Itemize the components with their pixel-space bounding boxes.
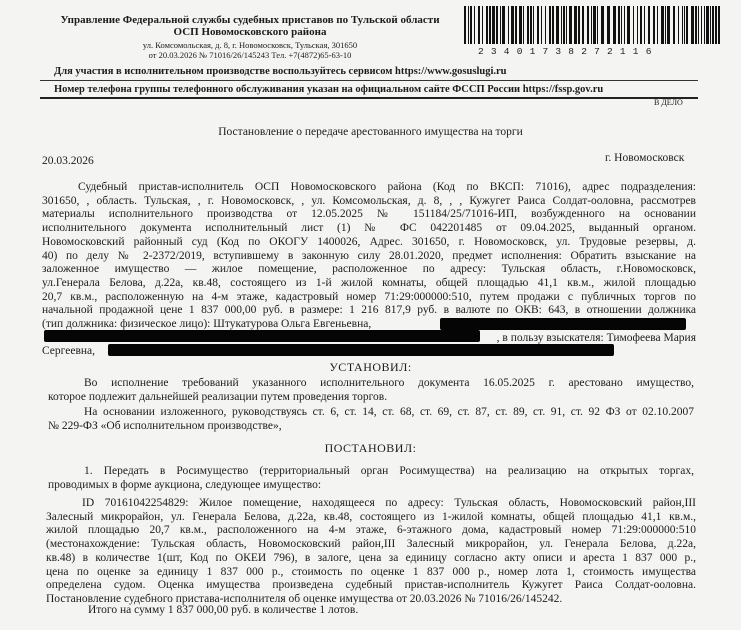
address-line: ул. Комсомольская, д. 8, г. Новомосковск, Тульская, 301650 — [142, 40, 358, 50]
paragraph-line: 20,7 кв.м., расположенную на 4-м этаже, кадастровый номер 71:29:000000:510, путем продажи с публичных торгов по — [42, 290, 696, 303]
barcode-bar — [633, 6, 634, 44]
department-name: ОСП Новомосковского района — [173, 26, 327, 38]
barcode-bar — [667, 6, 670, 44]
paragraph-line: жилой площадью 20,7 кв.м., расположенного на 4-м этаже, 6-этажного дома, кадастровый номер 71:29:000000:510 — [46, 524, 696, 537]
barcode-bar — [545, 6, 546, 44]
barcode-bar — [601, 6, 604, 44]
barcode-bar — [470, 6, 472, 44]
barcode-bar — [637, 6, 638, 44]
barcode-bar — [549, 6, 551, 44]
barcode-bar — [686, 6, 688, 44]
paragraph-line: 40) по делу № 2-2372/2019, вступившему в законную силу 28.01.2020, предмет исполнения: Обратить взыскание на — [42, 249, 696, 262]
barcode-bar — [574, 6, 577, 44]
gosuslugi-notice: Для участия в исполнительном производстве воспользуйтесь сервисом https://www.gosuslugi.ru — [54, 66, 507, 77]
paragraph-line: ID 70161042254829: Жилое помещение, находящееся по адресу: Тульская область, Новомосковский район,III — [82, 497, 696, 509]
barcode-bar — [478, 6, 480, 44]
paragraph-line: Судебный пристав-исполнитель ОСП Новомосковского района (Код по ВКСП: 71016), адрес подразделения: — [78, 181, 696, 193]
barcode-bar — [698, 6, 699, 44]
paragraph-line: 301650, , область. Тульская, , г. Новомосковск, , ул. Комсомольская, д. 8, , , Кужугет Раиса Солдат-ооловна, рассмотрев — [42, 194, 696, 207]
barcode-bar — [715, 6, 717, 44]
barcode-bar — [627, 6, 630, 44]
barcode-image — [462, 6, 724, 44]
paragraph-line: заложенное имущество — жилое помещение, расположенное по адресу: Тульская область, г.Новомосковск, — [42, 263, 696, 276]
paragraph-line: которое подлежит дальнейшей реализации путем проведения торгов. — [48, 390, 388, 403]
barcode-bar — [648, 6, 650, 44]
paragraph-line: Новомосковский районный суд (Код по ОКОГУ 1400026, Адрес. 301650, г. Новомосковск, ул. Трудовые резервы, д. — [42, 235, 696, 248]
barcode-number: 23401738272116 — [478, 46, 659, 57]
barcode-bar — [607, 6, 610, 44]
barcode-bar — [661, 6, 664, 44]
barcode-bar — [474, 6, 475, 44]
barcode-bar — [644, 6, 645, 44]
barcode-bar — [523, 6, 524, 44]
paragraph-line: Во исполнение требований указанного исполнительного документа 16.05.2025 г. арестовано имущество, — [84, 377, 694, 389]
barcode-bar — [569, 6, 572, 44]
barcode-bar — [508, 6, 509, 44]
barcode-bar — [673, 6, 675, 44]
barcode-bar — [618, 6, 620, 44]
paragraph-line: ул.Генерала Белова, д.22а, кв.48, состоящего из 1-й жилой комнаты, общей площадью 41,1 кв.м., жилой площадью — [42, 276, 696, 289]
barcode-bar — [710, 6, 711, 44]
barcode-bar — [593, 6, 596, 44]
document-city: г. Новомосковск — [605, 152, 685, 164]
redaction-bar — [108, 344, 614, 356]
barcode-bar — [704, 6, 705, 44]
paragraph-line: Постановление судебного пристава-исполнителя об оценке имущества от 20.03.2026 № 71016/26/145242. — [46, 592, 563, 605]
barcode-bar — [530, 6, 532, 44]
paragraph-line: определена судом. Оценка имущества произведена судебный пристав-исполнитель Кужугет Раиса Солдат-ооловна. — [46, 579, 696, 592]
paragraph-line: проводимых в форме аукциона, следующее имущество: — [48, 478, 322, 491]
postanovil-heading: ПОСТАНОВИЛ: — [324, 441, 417, 455]
paragraph-line: 1. Передать в Росимущество (территориальный орган Росимущества) на реализацию на открытых торгах, — [84, 465, 694, 477]
osnovanie-paragraph — [48, 406, 694, 433]
divider — [40, 97, 698, 99]
barcode-bar — [682, 6, 683, 44]
barcode-bar — [665, 6, 666, 44]
barcode-bar — [515, 6, 517, 44]
barcode-bar — [492, 6, 495, 44]
redaction-bar — [44, 330, 480, 342]
barcode-bar — [486, 6, 488, 44]
barcode-bar — [718, 6, 720, 44]
paragraph-line: начальной продажной цене 1 837 000,00 руб. в размере: 1 216 817,9 руб. в валюте по ОКВ: 643, в отношении должника — [42, 304, 696, 317]
barcode-bar — [489, 6, 491, 44]
paragraph-line: исполнительного документа исполнительный лист (1) № ФС 042201485 от 09.04.2025, выданный органом. — [42, 222, 696, 235]
barcode-bar — [563, 6, 565, 44]
barcode-bar — [597, 6, 598, 44]
paragraph-line: (местонахождение: Тульская область, Новомосковский район,III Залесный микрорайон, ул. Генерала Белова, д.22а, — [46, 538, 696, 551]
barcode-bar — [587, 6, 589, 44]
paragraph-line: Сергеевна, — [42, 345, 96, 358]
paragraph-line: № 229-ФЗ «Об исполнительном производстве», — [48, 419, 282, 432]
barcode-bar — [511, 6, 514, 44]
barcode-bar — [541, 6, 542, 44]
barcode-bar — [684, 6, 685, 44]
redaction-bar — [440, 318, 686, 330]
paragraph-line: цена по оценке за единицу 1 837 000 р., стоимость по оценке 1 837 000 р., номер лота 1, стоимость имущества — [46, 565, 696, 578]
organization-address — [40, 40, 460, 60]
barcode-bar — [653, 6, 655, 44]
reference-line: от 20.03.2026 № 71016/26/145243 Тел. +7(4872)65-63-10 — [148, 50, 352, 60]
barcode-bar — [500, 6, 501, 44]
barcode-bar — [624, 6, 625, 44]
itogo-line: Итого на сумму 1 837 000,00 руб. в количестве 1 лотов. — [88, 604, 359, 616]
barcode-bar — [527, 6, 529, 44]
barcode-bar — [561, 6, 562, 44]
barcode-bar — [706, 6, 709, 44]
barcode-bar — [502, 6, 505, 44]
barcode-bar — [712, 6, 714, 44]
ustanovil-heading: УСТАНОВИЛ: — [329, 360, 412, 374]
paragraph-line: материалы исполнительного производства от 12.05.2025 № 151184/25/71016-ИП, возбужденного на основании — [42, 208, 696, 221]
document-title: Постановление о передаче арестованного имущества на торги — [218, 126, 523, 138]
paragraph-line: кв.48) в количестве 1(шт, Код по ОКЕИ 796), в залоге, цена за единицу согласно акту описи и ареста 1 837 000 р., — [46, 551, 696, 564]
barcode-bar — [533, 6, 534, 44]
barcode-bar — [591, 6, 592, 44]
barcode-bar — [701, 6, 702, 44]
barcode-bar — [468, 6, 469, 44]
barcode-bar — [496, 6, 498, 44]
barcode-bar — [519, 6, 522, 44]
barcode-bar — [464, 6, 466, 44]
document-date: 20.03.2026 — [42, 155, 94, 167]
phone-notice: Номер телефона группы телефонного обслуживания указан на официальном сайте ФССП России https://fssp.gov.ru — [54, 84, 604, 95]
barcode-bar — [582, 6, 584, 44]
organization-name: Управление Федеральной службы судебных приставов по Тульской области — [60, 14, 440, 26]
paragraph-line: На основании изложенного, руководствуясь ст. 6, ст. 14, ст. 68, ст. 69, ст. 87, ст. 89, ст. 91, ст. 92 ФЗ от 02.10.2007 — [84, 406, 694, 418]
divider — [40, 80, 698, 81]
barcode-bar — [678, 6, 679, 44]
item1-paragraph — [48, 465, 694, 492]
barcode-bar — [621, 6, 622, 44]
barcode-bar — [691, 6, 694, 44]
barcode-bar — [695, 6, 697, 44]
barcode-bar — [482, 6, 483, 44]
barcode-bar — [613, 6, 616, 44]
barcode-bar — [537, 6, 539, 44]
paragraph-line: (тип должника: физическое лицо): Штукатурова Ольга Евгеньевна, — [42, 318, 372, 331]
barcode-bar — [640, 6, 642, 44]
paragraph-line: Залесный микрорайон, ул. Генерала Белова, д.22а, кв.48, состоящего из 1-жилой комнаты, общей площадью 41,1 кв.м., — [46, 510, 696, 523]
barcode-bar — [578, 6, 580, 44]
organization-header — [40, 14, 460, 38]
barcode-bar — [657, 6, 658, 44]
barcode-bar — [552, 6, 554, 44]
v-delo-mark: В ДЕЛО — [654, 98, 683, 107]
property-item-paragraph — [46, 497, 696, 607]
barcode-bar — [566, 6, 567, 44]
barcode-bar — [556, 6, 559, 44]
paragraph-line: , в пользу взыскателя: Тимофеева Мария — [496, 331, 696, 344]
ustanovil-paragraph — [48, 377, 694, 404]
